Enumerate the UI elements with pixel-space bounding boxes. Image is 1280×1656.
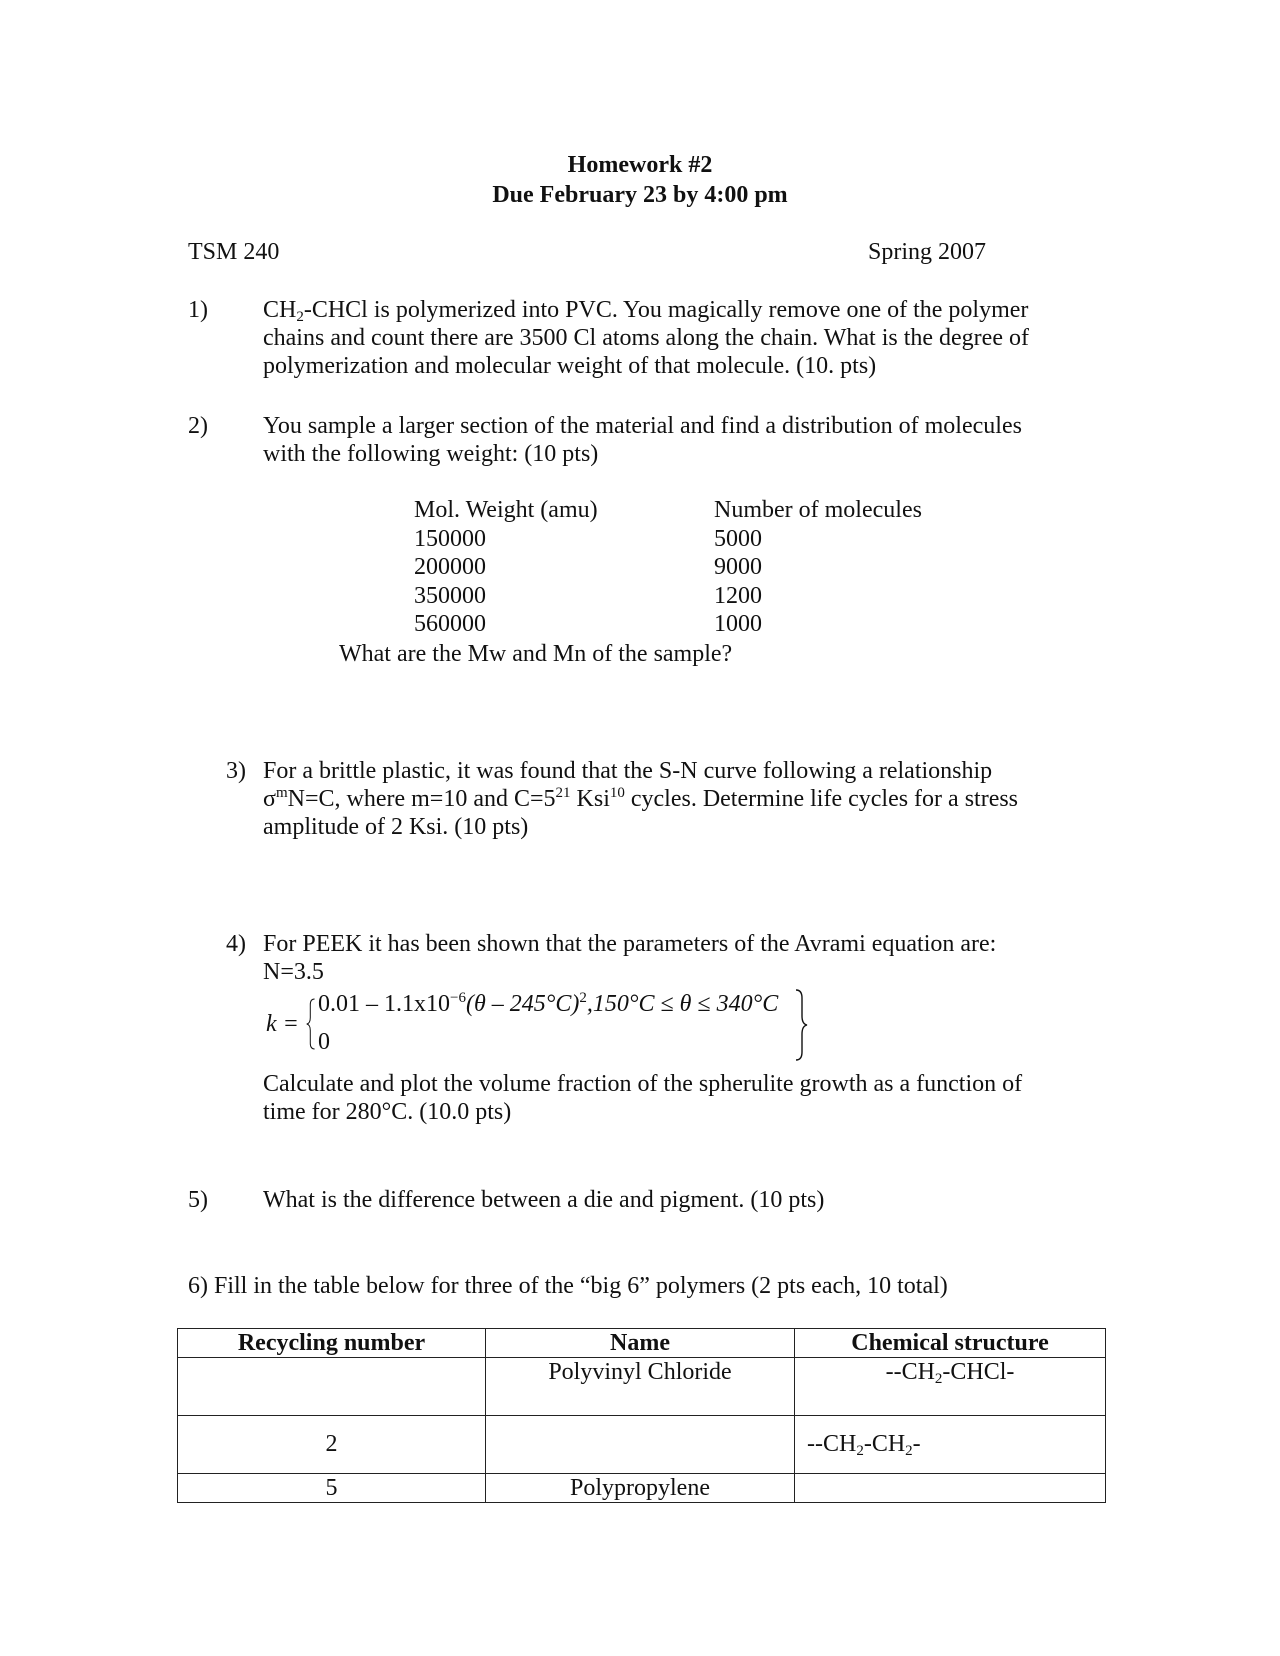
header-name: Name [486, 1329, 795, 1358]
q3-line2-c: cycles. Determine life cycles for a stress [624, 786, 1019, 812]
mw-cell: 560000 [414, 611, 486, 638]
name-cell[interactable]: Polyvinyl Chloride [486, 1358, 795, 1416]
q1-number: 1) [188, 297, 208, 323]
header-recycling-number: Recycling number [178, 1329, 486, 1358]
structure-sub: 2 [905, 1443, 913, 1459]
recycling-cell[interactable]: 5 [178, 1474, 486, 1503]
right-brace-icon [794, 988, 808, 1062]
recycling-cell[interactable]: 2 [178, 1416, 486, 1474]
q5-number: 5) [188, 1187, 208, 1213]
polymer-table-header [178, 1329, 1106, 1358]
title-block [0, 150, 1280, 210]
mw-cell: 200000 [414, 554, 486, 581]
q3-line3: amplitude of 2 Ksi. (10 pts) [263, 814, 529, 840]
course-code: TSM 240 [188, 239, 280, 265]
q1-line1 [263, 296, 1083, 324]
sigma-symbol: σ [263, 786, 276, 812]
q5-text: What is the difference between a die and pigment. (10 pts) [263, 1187, 825, 1213]
q4-line2: N=3.5 [263, 959, 324, 985]
q3-number: 3) [226, 758, 246, 784]
q4-line4: time for 280°C. (10.0 pts) [263, 1099, 512, 1125]
table-row [178, 1358, 1106, 1416]
page-title: Homework #2 [567, 152, 713, 178]
count-cell: 1200 [714, 582, 762, 609]
q3-line1: For a brittle plastic, it was found that the S-N curve following a relationship [263, 758, 993, 784]
due-date: Due February 23 by 4:00 pm [492, 182, 788, 208]
q3-line2-b: Ksi [570, 786, 610, 812]
structure-part: --CH [885, 1359, 935, 1385]
q3-body [263, 757, 1083, 841]
count-cell: 1000 [714, 611, 762, 638]
structure-sub: 2 [934, 1371, 943, 1387]
k-label: k = [266, 1011, 299, 1037]
structure-cell[interactable] [795, 1474, 1106, 1503]
q4-line3: Calculate and plot the volume fraction of the spherulite growth as a function of [263, 1071, 1023, 1097]
q1-line1-text: -CHCl is polymerized into PVC. You magically remove one of the polymer [303, 297, 1029, 323]
count-cell: 9000 [714, 554, 762, 581]
mw-cell: 150000 [414, 525, 486, 552]
sup-21: 21 [555, 785, 571, 801]
q1-line3: polymerization and molecular weight of that molecule. (10. pts) [263, 353, 877, 379]
k-equation-line1 [318, 990, 778, 1018]
q2-number: 2) [188, 413, 208, 439]
table-row [178, 1416, 1106, 1474]
q1-body [263, 296, 1083, 380]
q1-formula-ch: CH [263, 297, 297, 323]
term: Spring 2007 [868, 239, 987, 265]
header-chemical-structure: Chemical structure [795, 1329, 1106, 1358]
q4-body-cont [263, 1070, 1083, 1126]
eq-part-a: 0.01 – 1.1x10 [318, 991, 450, 1017]
k-equation-line2: 0 [318, 1029, 330, 1055]
q4-line1: For PEEK it has been shown that the parameters of the Avrami equation are: [263, 931, 997, 957]
structure-part: -CH [863, 1431, 906, 1457]
k-equation [266, 988, 826, 1064]
q4-body [263, 930, 1083, 986]
q2-line2: with the following weight: (10 pts) [263, 441, 599, 467]
count-cell: 5000 [714, 525, 762, 552]
recycling-cell[interactable] [178, 1358, 486, 1416]
q1-formula-sub: 2 [296, 309, 304, 325]
structure-part: -CHCl- [942, 1359, 1015, 1385]
q4-number: 4) [226, 931, 246, 957]
eq-sup-exp: −6 [450, 990, 466, 1006]
q3-line2 [263, 785, 1083, 813]
eq-sup-square: 2 [579, 990, 587, 1006]
structure-part: --CH [807, 1431, 857, 1457]
q6-text: 6) Fill in the table below for three of the “big 6” polymers (2 pts each, 10 total) [188, 1273, 948, 1299]
q2-question: What are the Mw and Mn of the sample? [339, 641, 733, 667]
left-brace-icon [306, 988, 316, 1060]
eq-part-c: ,150°C ≤ θ ≤ 340°C [586, 991, 779, 1017]
polymer-table [177, 1328, 1106, 1503]
structure-cell[interactable] [795, 1416, 1106, 1474]
name-cell[interactable] [486, 1416, 795, 1474]
mw-header-count: Number of molecules [714, 497, 922, 523]
mw-cell: 350000 [414, 582, 486, 609]
name-cell[interactable]: Polypropylene [486, 1474, 795, 1503]
structure-part: - [912, 1431, 921, 1457]
sup-10: 10 [609, 785, 625, 801]
structure-cell[interactable] [795, 1358, 1106, 1416]
q2-body [263, 412, 1083, 468]
q3-line2-a: N=C, where m=10 and C=5 [287, 786, 556, 812]
q1-line2: chains and count there are 3500 Cl atoms along the chain. What is the degree of [263, 325, 1029, 351]
q2-line1: You sample a larger section of the material and find a distribution of molecules [263, 413, 1022, 439]
table-row [178, 1474, 1106, 1503]
structure-sub: 2 [856, 1443, 864, 1459]
eq-part-b: (θ – 245°C) [465, 991, 580, 1017]
sup-m: m [275, 785, 288, 801]
mw-header-weight: Mol. Weight (amu) [414, 497, 598, 523]
